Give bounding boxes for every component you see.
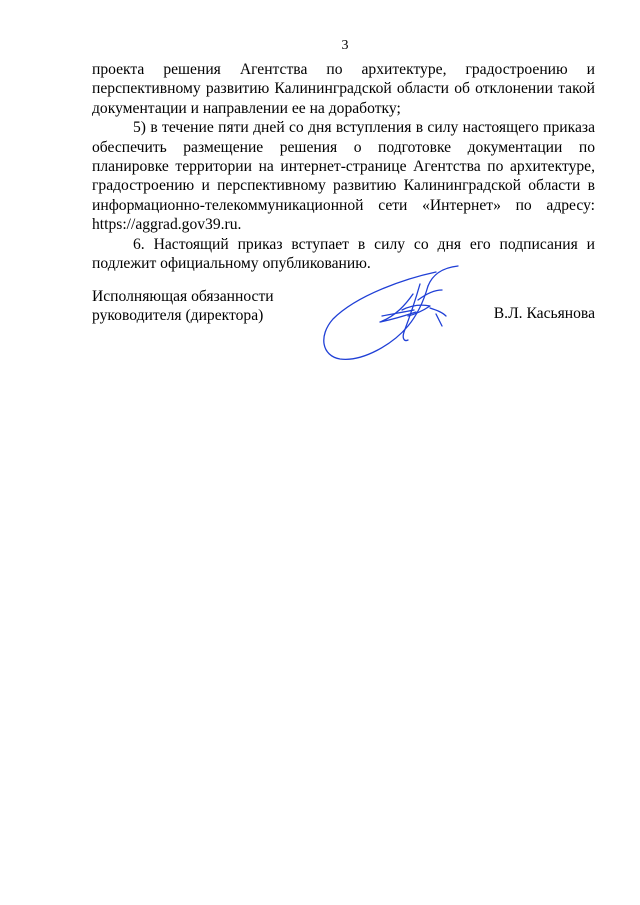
- paragraph-item-5: 5) в течение пяти дней со дня вступления в силу настоящего приказа обеспечить размещение решения о подготовке документации по планировке территории на интернет-странице Агентства по архитектуре, градостроению и перспективному развитию Калининградской области в информационно-телекоммуникационной сети «Интернет» по адресу: https://aggrad.gov39.ru.: [92, 119, 595, 234]
- document-body: [92, 60, 595, 273]
- paragraph-item-6: 6. Настоящий приказ вступает в силу со дня его подписания и подлежит официальному опубликованию.: [92, 235, 595, 273]
- signer-title-line1: Исполняющая обязанности: [92, 288, 274, 305]
- page-number: 3: [341, 38, 349, 53]
- handwritten-signature: [318, 264, 468, 374]
- signer-name: В.Л. Касьянова: [493, 305, 595, 322]
- signer-title-line2: руководителя (директора): [92, 307, 264, 325]
- signer-title: [92, 287, 274, 326]
- signature-block: [92, 282, 595, 372]
- paragraph-continuation: проекта решения Агентства по архитектуре, градостроению и перспективному развитию Калининградской области об отклонении такой документации и направлении ее на доработку;: [92, 61, 595, 117]
